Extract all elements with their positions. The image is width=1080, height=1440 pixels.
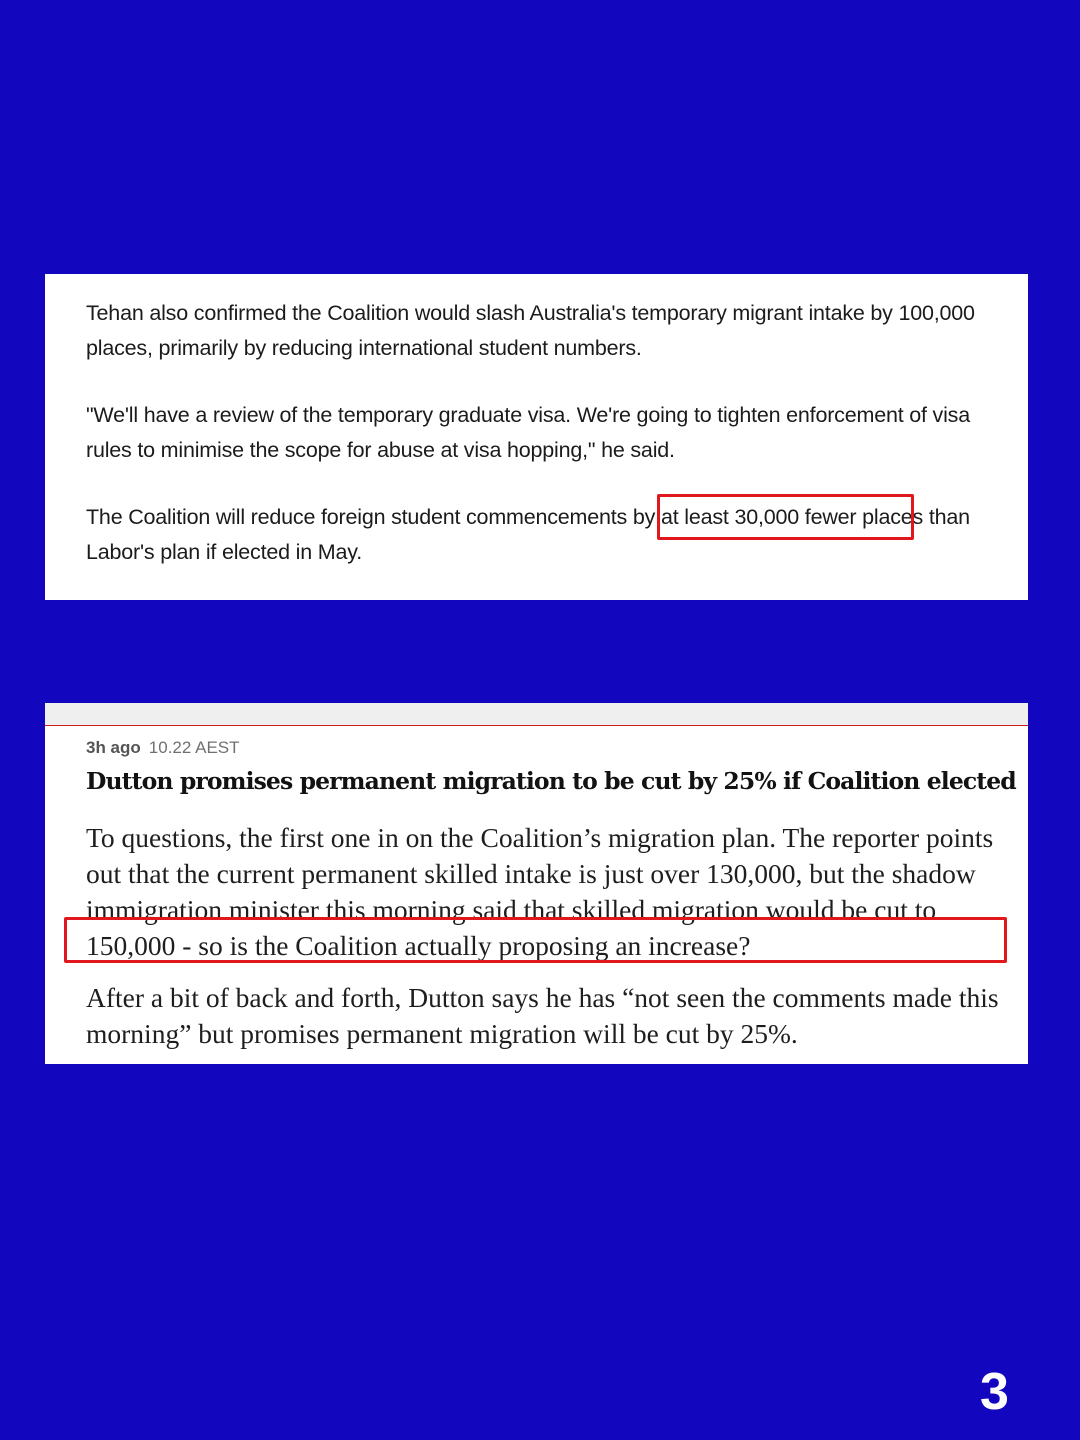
live-blog-entry-card xyxy=(45,703,1028,1064)
article-excerpt-card xyxy=(45,274,1028,600)
paragraph-text-after: places than Labor's plan if elected in May. xyxy=(86,505,970,564)
divider-rule xyxy=(45,703,1028,726)
time-ago: 3h ago xyxy=(86,738,141,757)
page-number: 3 xyxy=(980,1363,1009,1421)
paragraph-student-commencements xyxy=(86,500,988,569)
paragraph-tehan-intake: Tehan also confirmed the Coalition would slash Australia's temporary migrant intake by 100,000 places, primarily by reducing international student numbers. xyxy=(86,301,975,360)
entry-meta xyxy=(86,738,240,758)
paragraph-dutton-response: After a bit of back and forth, Dutton says he has “not seen the comments made this morning” but promises permanent migration will be cut by 25%. xyxy=(86,982,999,1049)
highlighted-phrase: by at least 30,000 fewer xyxy=(632,505,857,529)
paragraph-text-before: The Coalition will reduce foreign student commencements xyxy=(86,505,633,529)
paragraph-reporter-question: To questions, the first one in on the Coalition’s migration plan. The reporter points out that the current permanent skilled intake is just over 130,000, but the shadow immigration minister this morning said that skilled migration would be cut to 150,000 - so is the Coalition actually proposing an increase? xyxy=(86,822,994,961)
timestamp: 10.22 AEST xyxy=(148,738,240,757)
entry-title: Dutton promises permanent migration to be cut by 25% if Coalition elected xyxy=(86,767,1016,795)
paragraph-graduate-visa-quote: "We'll have a review of the temporary graduate visa. We're going to tighten enforcement of visa rules to minimise the scope for abuse at visa hopping," he said. xyxy=(86,403,970,462)
